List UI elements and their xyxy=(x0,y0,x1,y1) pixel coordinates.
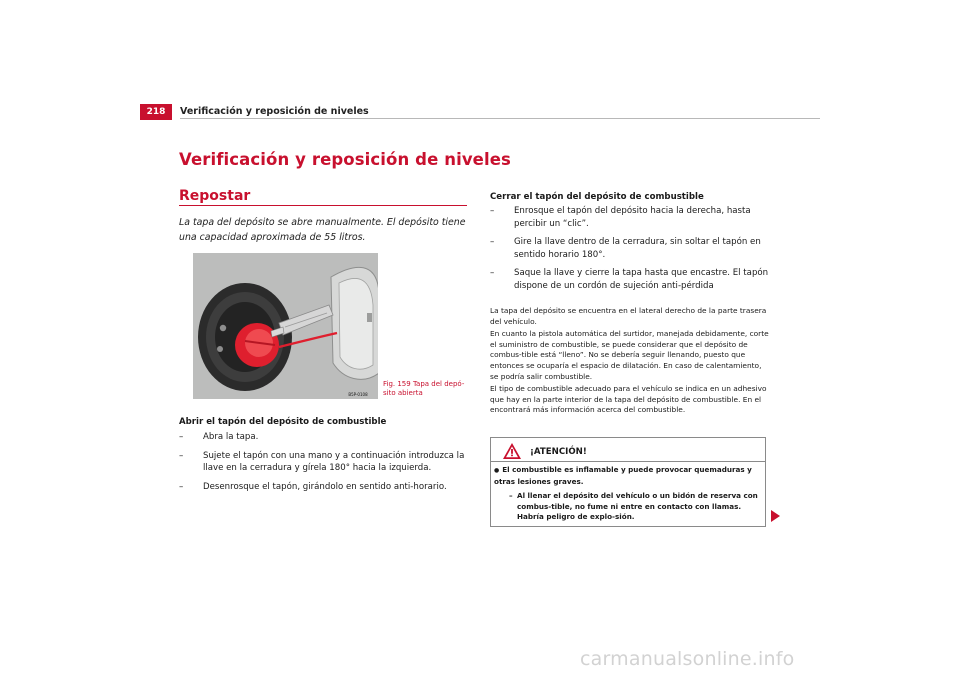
chapter-title: Verificación y reposición de niveles xyxy=(179,150,511,169)
open-cap-steps xyxy=(179,431,469,499)
fuel-cap-figure xyxy=(193,253,378,399)
fuel-cap-illustration xyxy=(193,253,378,399)
warning-bullet-text: El combustible es inflamable y puede provocar quemaduras y otras lesiones graves. xyxy=(494,465,752,486)
note-paragraph: El tipo de combustible adecuado para el vehículo se indica en un adhesivo que hay en la parte interior de la tapa del depósito de combustible. En el encontrará más información acerca del combustible. xyxy=(490,384,767,415)
next-page-arrow-icon[interactable] xyxy=(771,510,780,522)
page-number: 218 xyxy=(140,104,172,120)
section-divider xyxy=(179,205,467,206)
watermark: carmanualsonline.info xyxy=(580,648,795,670)
close-cap-steps xyxy=(490,205,775,298)
warning-sub-item xyxy=(509,491,763,523)
warning-box xyxy=(490,437,766,527)
dash-marker: – xyxy=(509,491,513,500)
section-lead: La tapa del depósito se abre manualmente. El depósito tiene una capacidad aproximada de 55 litros. xyxy=(179,217,466,243)
dash-marker: – xyxy=(179,481,184,492)
open-cap-heading: Abrir el tapón del depósito de combustible xyxy=(179,417,387,427)
header-divider xyxy=(180,118,820,119)
close-cap-heading: Cerrar el tapón del depósito de combustible xyxy=(490,192,704,202)
section-title: Repostar xyxy=(179,188,251,204)
step-text: Enrosque el tapón del depósito hacia la derecha, hasta percibir un “clic”. xyxy=(514,206,751,229)
warning-bullet xyxy=(494,465,762,487)
step-text: Abra la tapa. xyxy=(203,432,259,442)
warning-divider xyxy=(491,461,765,462)
dash-marker: – xyxy=(179,432,184,442)
step-text: Gire la llave dentro de la cerradura, sin soltar el tapón en sentido horario 180°. xyxy=(514,237,761,260)
note-paragraph: En cuanto la pistola automática del surtidor, manejada debidamente, corte el suministro de combustible, se puede considerar que el depósito de combus-tible está “lleno”. No se debería seguir llenando, puesto que entonces se ocuparía el espacio de dilatación. En caso de calentamiento, se podría salir combustible. xyxy=(490,329,769,381)
step-text: Desenrosque el tapón, girándolo en sentido anti-horario. xyxy=(203,481,447,492)
list-item xyxy=(490,267,775,292)
bullet-icon: ● xyxy=(494,467,500,474)
fuel-notes xyxy=(490,306,770,418)
warning-sub-text: Al llenar el depósito del vehículo o un bidón de reserva con combus-tible, no fume ni entre en contacto con llamas. Habría peligro de explo-sión. xyxy=(517,491,758,521)
list-item xyxy=(179,481,469,494)
dash-marker: – xyxy=(490,237,495,247)
warning-triangle-icon xyxy=(502,442,522,460)
list-item xyxy=(179,431,469,444)
warning-title: ¡ATENCIÓN! xyxy=(530,447,587,457)
step-text: Saque la llave y cierre la tapa hasta que encastre. El tapón dispone de un cordón de sujeción anti-pérdida xyxy=(514,268,769,291)
list-item xyxy=(490,236,775,261)
list-item xyxy=(179,450,469,475)
dash-marker: – xyxy=(490,206,495,216)
list-item xyxy=(490,205,775,230)
dash-marker: – xyxy=(490,268,495,278)
figure-code: B5P-0108 xyxy=(348,392,368,397)
note-paragraph: La tapa del depósito se encuentra en el lateral derecho de la parte trasera del vehículo. xyxy=(490,306,767,326)
running-header-title: Verificación y reposición de niveles xyxy=(180,106,369,117)
step-text: Sujete el tapón con una mano y a continuación introduzca la llave en la cerradura y gírela 180° hacia la izquierda. xyxy=(203,450,465,473)
figure-caption: Fig. 159 Tapa del depó-sito abierta xyxy=(383,380,465,397)
dash-marker: – xyxy=(179,450,184,461)
